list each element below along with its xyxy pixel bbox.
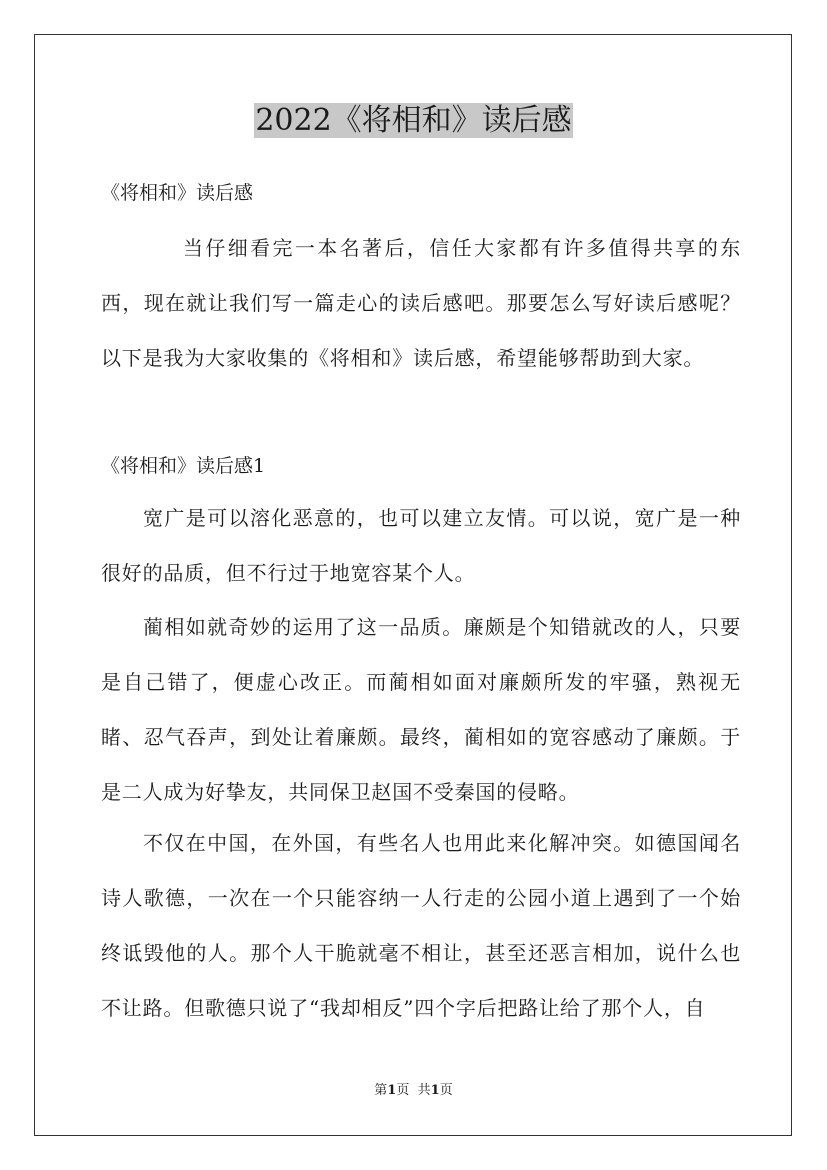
body-paragraph-1: 宽广是可以溶化恶意的，也可以建立友情。可以说，宽广是一种很好的品质，但不行过于地宽容某个人。 [101, 506, 741, 585]
document-title [0, 101, 827, 141]
page-footer [0, 1082, 827, 1100]
footer-page-number: 1 [387, 1083, 397, 1098]
footer-total-prefix: 共 [417, 1083, 431, 1098]
body-paragraph-3: 不仅在中国，在外国，有些名人也用此来化解冲突。如德国闻名诗人歌德，一次在一个只能容纳一人行走的公园小道上遇到了一个始终诋毁他的人。那个人干脆就毫不相让，甚至还恶言相加，说什么也不让路。但歌德只说了“我却相反”四个字后把路让给了那个人，自 [101, 831, 741, 1020]
document-title-text: 2022《将相和》读后感 [255, 103, 572, 138]
footer-total-suffix: 页 [439, 1083, 453, 1098]
footer-total-number: 1 [430, 1083, 440, 1098]
intro-paragraph: 当仔细看完一本名著后，信任大家都有许多值得共享的东西，现在就让我们写一篇走心的读后感吧。那要怎么写好读后感呢？以下是我为大家收集的《将相和》读后感，希望能够帮助到大家。 [101, 236, 741, 370]
section-heading: 《将相和》读后感1 [101, 455, 266, 477]
body-paragraph-2: 蔺相如就奇妙的运用了这一品质。廉颇是个知错就改的人，只要是自己错了，便虚心改正。而蔺相如面对廉颇所发的牢骚，熟视无睹、忍气吞声，到处让着廉颇。最终，蔺相如的宽容感动了廉颇。于是二人成为好挚友，共同保卫赵国不受秦国的侵略。 [101, 615, 741, 804]
document-subtitle: 《将相和》读后感 [101, 182, 254, 204]
footer-page-suffix: 页 [396, 1083, 410, 1098]
footer-page-prefix: 第 [374, 1083, 388, 1098]
